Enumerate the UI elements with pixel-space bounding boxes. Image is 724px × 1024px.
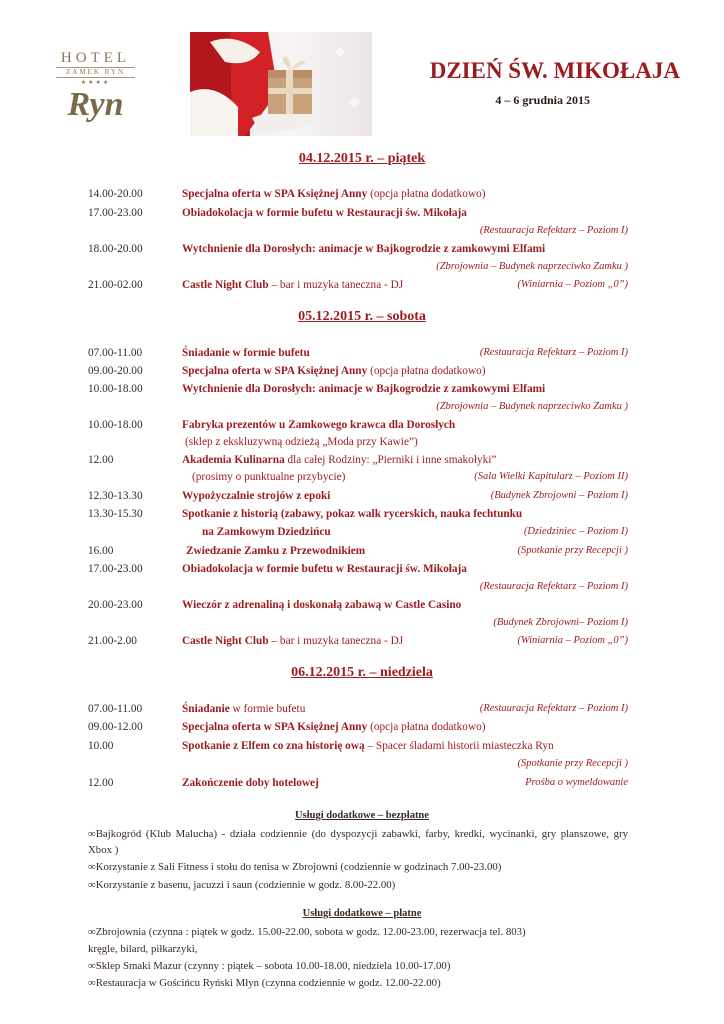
schedule-event	[182, 242, 545, 256]
paid-services-heading: Usługi dodatkowe – płatne	[302, 908, 422, 919]
logo-zamek-text: ZAMEK RYN	[56, 67, 135, 78]
event-detail: – Spacer śladami historii miasteczka Ryn	[364, 740, 554, 752]
schedule-time: 16.00	[88, 545, 114, 557]
event-title: Specjalna oferta w SPA Księżnej Anny	[182, 188, 368, 200]
event-title: Specjalna oferta w SPA Księżnej Anny	[182, 721, 368, 733]
event-title: Zwiedzanie Zamku z Przewodnikiem	[186, 545, 366, 557]
schedule-time: 10.00-18.00	[88, 419, 143, 431]
event-location: (Spotkanie przy Recepcji )	[517, 758, 628, 769]
event-title: Wieczór z adrenaliną i doskonałą zabawą w Castle Casino	[182, 599, 462, 611]
schedule-time: 20.00-23.00	[88, 599, 143, 611]
event-detail: w formie bufetu	[229, 703, 306, 715]
event-location: (Zbrojownia – Budynek naprzeciwko Zamku )	[436, 401, 628, 412]
schedule-event	[182, 346, 310, 360]
event-location: (Spotkanie przy Recepcji )	[517, 545, 628, 556]
free-service-item: ∞Korzystanie z Sali Fitness i stołu do tenisa w Zbrojowni (codziennie w godzinach 7.00-23.00)	[88, 861, 502, 873]
schedule-time: 10.00	[88, 740, 114, 752]
event-detail: dla całej Rodziny: „Pierniki i inne smakołyki”	[284, 454, 497, 466]
schedule-event	[186, 544, 365, 558]
event-location: (Restauracja Refektarz – Poziom I)	[479, 225, 628, 236]
schedule-event	[182, 278, 403, 292]
schedule-time: 14.00-20.00	[88, 188, 143, 200]
logo-ryn-text: Ryn	[67, 86, 124, 123]
schedule-time: 07.00-11.00	[88, 703, 143, 715]
event-location: (Dziedziniec – Poziom I)	[523, 526, 628, 537]
day-heading-saturday: 05.12.2015 r. – sobota	[298, 309, 426, 324]
hotel-logo	[48, 50, 143, 130]
paid-service-item: kręgle, bilard, piłkarzyki,	[88, 943, 198, 955]
logo-stars: ★★★★	[80, 80, 111, 86]
schedule-event	[182, 739, 554, 753]
schedule-event	[182, 776, 319, 790]
day-heading-friday: 04.12.2015 r. – piątek	[298, 151, 426, 166]
schedule-time: 17.00-23.00	[88, 207, 143, 219]
event-title: Śniadanie w formie bufetu	[182, 347, 310, 359]
event-detail: (sklep z ekskluzywną odzieżą „Moda przy Kawie”)	[185, 436, 418, 448]
schedule-time: 18.00-20.00	[88, 243, 143, 255]
event-title: Fabryka prezentów u Zamkowego krawca dla Dorosłych	[182, 419, 456, 431]
event-title: Śniadanie	[182, 703, 230, 715]
paid-service-item: ∞Sklep Smaki Mazur (czynny : piątek – sobota 10.00-18.00, niedziela 10.00-17.00)	[88, 960, 451, 972]
event-location: (Budynek Zbrojowni – Poziom I)	[490, 490, 628, 501]
event-title: Obiadokolacja w formie bufetu w Restauracji św. Mikołaja	[182, 207, 467, 219]
schedule-time: 13.30-15.30	[88, 508, 143, 520]
event-title: Akademia Kulinarna	[182, 454, 285, 466]
schedule-event	[182, 418, 455, 432]
schedule-time: 21.00-02.00	[88, 279, 143, 291]
event-title-cont: na Zamkowym Dziedzińcu	[202, 526, 331, 538]
event-location: (Zbrojownia – Budynek naprzeciwko Zamku )	[436, 261, 628, 272]
event-location: Prośba o wymeldowanie	[525, 777, 628, 788]
paid-service-item: ∞Zbrojownia (czynna : piątek w godz. 15.00-22.00, sobota w godz. 12.00-23.00, rezerwacja tel. 803)	[88, 926, 526, 938]
event-title: Spotkanie z Elfem co zna historię ową	[182, 740, 365, 752]
event-title: Castle Night Club	[182, 279, 269, 291]
schedule-time: 21.00-2.00	[88, 635, 137, 647]
event-title: Spotkanie z historią (zabawy, pokaz walk rycerskich, nauka fechtunku	[182, 508, 523, 520]
schedule-time: 12.30-13.30	[88, 490, 143, 502]
schedule-event	[182, 364, 486, 378]
event-title: Castle Night Club	[182, 635, 269, 647]
event-location: (Budynek Zbrojowni– Poziom I)	[493, 617, 628, 628]
event-detail: (opcja płatna dodatkowo)	[367, 365, 486, 377]
event-location: (Winiarnia – Poziom „0”)	[517, 635, 628, 646]
free-service-item: ∞Korzystanie z basenu, jacuzzi i saun (codziennie w godz. 8.00-22.00)	[88, 879, 396, 891]
event-detail: (prosimy o punktualne przybycie)	[192, 471, 346, 483]
schedule-event	[182, 562, 467, 576]
logo-hotel-text: HOTEL	[60, 50, 131, 66]
schedule-event	[182, 598, 461, 612]
event-title: Wypożyczalnie strojów z epoki	[182, 490, 331, 502]
schedule-event	[182, 507, 522, 521]
event-title: Wytchnienie dla Dorosłych: animacje w Bajkogrodzie z zamkowymi Elfami	[182, 243, 546, 255]
event-location: (Sala Wielki Kapitularz – Poziom II)	[474, 471, 628, 482]
event-detail: (opcja płatna dodatkowo)	[367, 188, 486, 200]
schedule-event	[182, 187, 486, 201]
schedule-event	[182, 206, 467, 220]
event-location: (Restauracja Refektarz – Poziom I)	[479, 581, 628, 592]
event-title: Zakończenie doby hotelowej	[182, 777, 319, 789]
schedule-event	[182, 634, 403, 648]
schedule-time: 10.00-18.00	[88, 383, 143, 395]
event-title: Wytchnienie dla Dorosłych: animacje w Bajkogrodzie z zamkowymi Elfami	[182, 383, 546, 395]
schedule-event	[182, 453, 496, 467]
schedule-event	[182, 382, 545, 396]
schedule-time: 12.00	[88, 454, 114, 466]
free-services-heading: Usługi dodatkowe – bezpłatne	[295, 810, 429, 821]
schedule-time: 09.00-12.00	[88, 721, 143, 733]
schedule-time: 17.00-23.00	[88, 563, 143, 575]
page-title: DZIEŃ ŚW. MIKOŁAJA	[429, 58, 680, 83]
event-detail: – bar i muzyka taneczna - DJ	[268, 635, 404, 647]
santa-gift-photo	[190, 32, 372, 136]
event-detail: – bar i muzyka taneczna - DJ	[268, 279, 404, 291]
schedule-event	[182, 489, 330, 503]
event-location: (Winiarnia – Poziom „0”)	[517, 279, 628, 290]
schedule-event	[182, 702, 305, 716]
event-dates: 4 – 6 grudnia 2015	[495, 93, 590, 107]
event-title: Specjalna oferta w SPA Księżnej Anny	[182, 365, 368, 377]
santa-gift-illustration	[190, 32, 372, 136]
day-heading-sunday: 06.12.2015 r. – niedziela	[291, 665, 433, 680]
event-location: (Restauracja Refektarz – Poziom I)	[479, 347, 628, 358]
schedule-time: 07.00-11.00	[88, 347, 143, 359]
event-location: (Restauracja Refektarz – Poziom I)	[479, 703, 628, 714]
paid-service-item: ∞Restauracja w Gościńcu Ryński Młyn (czynna codziennie w godz. 12.00-22.00)	[88, 977, 441, 989]
schedule-time: 12.00	[88, 777, 114, 789]
schedule-time: 09.00-20.00	[88, 365, 143, 377]
schedule-event	[182, 720, 486, 734]
event-detail: (opcja płatna dodatkowo)	[367, 721, 486, 733]
free-service-item: ∞Bajkogród (Klub Malucha) - działa codziennie (do dyspozycji zabawki, farby, kredki, wycinanki, gry planszowe, gry Xbox )	[88, 828, 628, 856]
event-title: Obiadokolacja w formie bufetu w Restauracji św. Mikołaja	[182, 563, 467, 575]
